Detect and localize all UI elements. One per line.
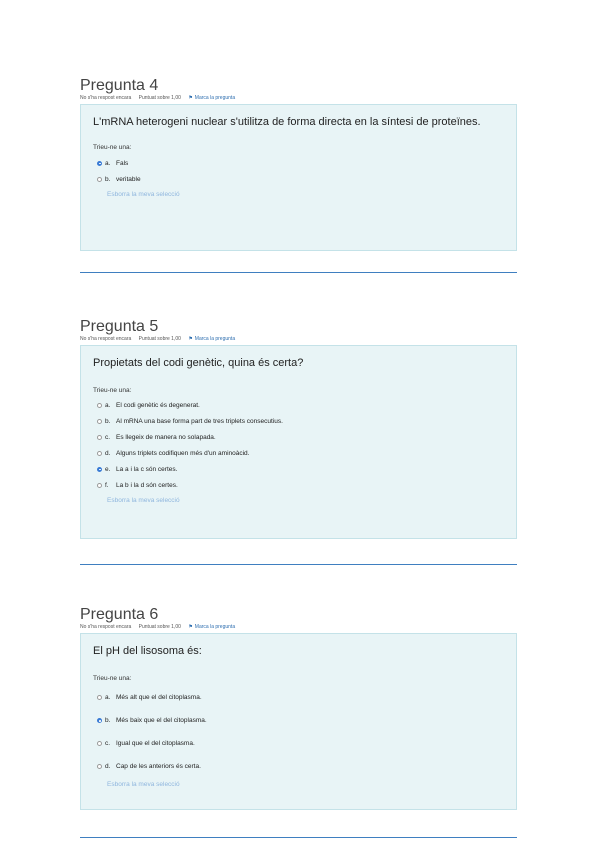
option-c[interactable] [93, 732, 504, 755]
option-label: La a i la c són certes. [116, 465, 178, 473]
radio-button[interactable] [97, 718, 102, 723]
question-title: Pregunta 6 [80, 606, 159, 623]
radio-button[interactable] [97, 741, 102, 746]
option-label: El codi genètic és degenerat. [116, 401, 200, 409]
question-divider [80, 837, 517, 838]
flag-label: Marca la pregunta [194, 624, 236, 630]
option-label: Més alt que el del citoplasma. [116, 694, 202, 701]
question-score: Puntuat sobre 1,00 [138, 336, 181, 342]
radio-button[interactable] [97, 161, 102, 166]
flag-label: Marca la pregunta [194, 336, 236, 342]
radio-button[interactable] [97, 451, 102, 456]
question-text: El pH del lisosoma és: [93, 645, 202, 657]
clear-selection-link[interactable]: Esborra la meva selecció [107, 497, 180, 504]
question-box [80, 633, 517, 810]
option-letter: b. [105, 417, 111, 425]
question-6 [80, 605, 517, 810]
answer-prompt: Trieu-ne una: [93, 144, 132, 151]
option-label: Cap de les anteriors és certa. [116, 763, 201, 770]
flag-icon: ⚑ [188, 336, 193, 342]
option-label: Es llegeix de manera no solapada. [116, 433, 216, 441]
question-5 [80, 317, 517, 539]
option-a[interactable] [93, 155, 504, 171]
flag-question-link[interactable] [188, 624, 241, 630]
option-d[interactable] [93, 445, 504, 461]
option-letter: e. [105, 465, 111, 473]
option-label: Més baix que el del citoplasma. [116, 717, 207, 724]
question-meta [80, 624, 517, 631]
option-f[interactable] [93, 477, 504, 493]
question-meta [80, 336, 517, 343]
option-letter: d. [105, 449, 111, 457]
answer-prompt: Trieu-ne una: [93, 675, 132, 682]
radio-button[interactable] [97, 483, 102, 488]
flag-icon: ⚑ [188, 95, 193, 101]
radio-button[interactable] [97, 695, 102, 700]
question-text: Propietats del codi genètic, quina és certa? [93, 357, 304, 369]
option-label: veritable [116, 175, 141, 183]
question-score: Puntuat sobre 1,00 [138, 624, 181, 630]
option-label: Al mRNA una base forma part de tres triplets consecutius. [116, 417, 283, 425]
option-letter: a. [105, 159, 111, 167]
option-letter: a. [105, 694, 111, 701]
option-letter: c. [105, 740, 111, 747]
option-letter: f. [105, 481, 109, 489]
option-label: Alguns triplets codifiquen més d'un aminoàcid. [116, 449, 250, 457]
flag-label: Marca la pregunta [194, 95, 236, 101]
option-letter: a. [105, 401, 111, 409]
question-divider [80, 272, 517, 273]
option-list [93, 397, 504, 493]
radio-button[interactable] [97, 177, 102, 182]
question-title: Pregunta 4 [80, 77, 159, 94]
question-status: No s'ha respost encara [80, 624, 132, 630]
flag-icon: ⚑ [188, 624, 193, 630]
question-meta [80, 95, 517, 102]
question-divider [80, 564, 517, 565]
option-e[interactable] [93, 461, 504, 477]
option-b[interactable] [93, 413, 504, 429]
option-d[interactable] [93, 755, 504, 778]
option-label: Fals [116, 159, 129, 167]
option-a[interactable] [93, 686, 504, 709]
option-letter: b. [105, 175, 111, 183]
radio-button[interactable] [97, 467, 102, 472]
clear-selection-link[interactable]: Esborra la meva selecció [107, 191, 180, 198]
radio-button[interactable] [97, 419, 102, 424]
radio-button[interactable] [97, 403, 102, 408]
question-status: No s'ha respost encara [80, 95, 132, 101]
option-a[interactable] [93, 397, 504, 413]
option-b[interactable] [93, 709, 504, 732]
option-letter: c. [105, 433, 111, 441]
question-score: Puntuat sobre 1,00 [138, 95, 181, 101]
radio-button[interactable] [97, 764, 102, 769]
option-label: La b i la d són certes. [116, 481, 178, 489]
question-text: L'mRNA heterogeni nuclear s'utilitza de forma directa en la síntesi de proteïnes. [93, 116, 481, 128]
radio-button[interactable] [97, 435, 102, 440]
answer-prompt: Trieu-ne una: [93, 387, 132, 394]
question-status: No s'ha respost encara [80, 336, 132, 342]
question-title: Pregunta 5 [80, 318, 159, 335]
option-b[interactable] [93, 171, 504, 187]
option-list [93, 155, 504, 187]
flag-question-link[interactable] [188, 95, 241, 101]
question-box [80, 104, 517, 251]
flag-question-link[interactable] [188, 336, 241, 342]
question-box [80, 345, 517, 539]
option-list [93, 686, 504, 778]
question-4 [80, 76, 517, 251]
option-letter: b. [105, 717, 111, 724]
option-c[interactable] [93, 429, 504, 445]
clear-selection-link[interactable]: Esborra la meva selecció [107, 781, 180, 788]
option-label: Igual que el del citoplasma. [116, 740, 195, 747]
option-letter: d. [105, 763, 111, 770]
